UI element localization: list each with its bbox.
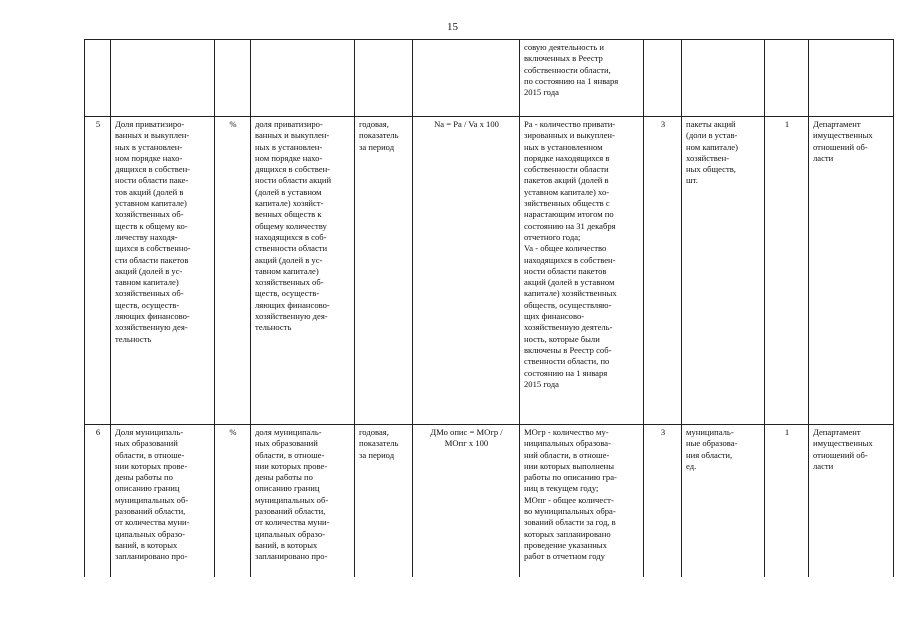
cell-sample-type [765, 40, 809, 117]
cell-formula: Na = Pa / Va x 100 [413, 117, 520, 425]
table-row [85, 425, 894, 578]
cell-description: совую деятельность и включенных в Реестр собственности области, по состоянию на 1 января 2015 года [520, 40, 644, 117]
cell-number [85, 40, 111, 117]
table-row [85, 117, 894, 425]
cell-definition: доля муниципаль- ных образований области, в отноше- нии которых прове- дены работы по описанию границ муниципальных об- разований области, от количества муни- ципальных образо- ваний, в которых запланировано про- [251, 425, 355, 578]
cell-periodicity: годовая, показатель за период [355, 425, 413, 578]
cell-indicator-name: Доля муниципаль- ных образований области, в отноше- нии которых прове- дены работы по описанию границ муниципальных об- разований области, от количества муни- ципальных образо- ваний, в которых запланировано про- [111, 425, 215, 578]
cell-unit [215, 40, 251, 117]
cell-periodicity: годовая, показатель за период [355, 117, 413, 425]
cell-unit: % [215, 425, 251, 578]
cell-number: 5 [85, 117, 111, 425]
cell-number: 6 [85, 425, 111, 578]
cell-source-method: 3 [644, 425, 682, 578]
cell-responsible: Департамент имущественных отношений об- ласти [809, 117, 894, 425]
cell-source-method: 3 [644, 117, 682, 425]
cell-sample-type: 1 [765, 425, 809, 578]
cell-definition: доля приватизиро- ванных и выкуплен- ных в установлен- ном порядке нахо- дящихся в собствен- ности области акций (долей в уставном капитале) хозяйст- венных обществ к общему количеству находящихся в соб- ственности области акций (долей в ус- тавном капитале) хозяйственных об- ществ, осуществ- ляющих финансово- хозяйственную дея- тельность [251, 117, 355, 425]
table-row [85, 40, 894, 117]
cell-sample-type: 1 [765, 117, 809, 425]
indicator-table [84, 39, 894, 577]
cell-description: Pa - количество привати- зированных и выкуплен- ных в установленном порядке находящихся в собственности области пакетов акций (долей в уставном капитале) хо- зяйственных обществ с нарастающим итогом по состоянию на 31 декабря отчетного года; Va - общее количество находящихся в собствен- ности области пакетов акций (долей в уставном капитале) хозяйственных обществ, осуществляю- щих финансово- хозяйственную деятель- ность, которые были включены в Реестр соб- ственности области, по состоянию на 1 января 2015 года [520, 117, 644, 425]
cell-definition [251, 40, 355, 117]
cell-indicator-name [111, 40, 215, 117]
cell-responsible [809, 40, 894, 117]
cell-responsible: Департамент имущественных отношений об- ласти [809, 425, 894, 578]
cell-measure-object [682, 40, 765, 117]
cell-formula: ДМо опис = МОгр / МОпг x 100 [413, 425, 520, 578]
cell-unit: % [215, 117, 251, 425]
cell-indicator-name: Доля приватизиро- ванных и выкуплен- ных в установлен- ном порядке нахо- дящихся в собствен- ности области паке- тов акций (долей в уставном капитале) хозяйственных об- ществ к общему ко- личеству находя- щихся в собственно- сти области пакетов акций (долей в ус- тавном капитале) хозяйственных об- ществ, осуществ- ляющих финансово- хозяйственную дея- тельность [111, 117, 215, 425]
cell-description: МОгр - количество му- ниципальных образова- ний области, в отноше- нии которых выполнены работы по описанию гра- ниц в текущем году; МОпг - общее количест- во муниципальных обра- зований области за год, в которых запланировано проведение указанных работ в отчетном году [520, 425, 644, 578]
page-number: 15 [447, 21, 458, 33]
cell-measure-object: пакеты акций (доли в устав- ном капитале) хозяйствен- ных обществ, шт. [682, 117, 765, 425]
cell-periodicity [355, 40, 413, 117]
cell-formula [413, 40, 520, 117]
cell-measure-object: муниципаль- ные образова- ния области, ед. [682, 425, 765, 578]
cell-source-method [644, 40, 682, 117]
